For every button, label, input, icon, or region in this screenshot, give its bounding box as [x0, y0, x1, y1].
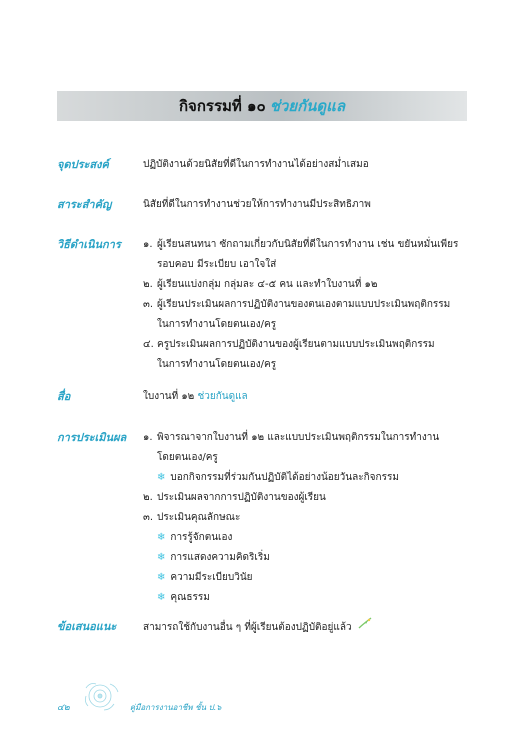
page-number: ๔๒ [57, 703, 70, 713]
media-label: สื่อ [57, 390, 71, 403]
media-highlight: ช่วยกันดูแล [197, 391, 248, 402]
snowflake-icon: ❄ [157, 472, 166, 483]
page-header [57, 91, 467, 121]
essence-text: นิสัยที่ดีในการทำงานช่วยให้การทำงานมีประสิทธิภาพ [143, 199, 371, 210]
snowflake-icon: ❄ [157, 552, 166, 563]
evaluation-item: ๓. ประเมินคุณลักษณะ [143, 512, 241, 523]
footer-text: คู่มือการงานอาชีพ ชั้น ป.๖ [129, 702, 222, 712]
trait-item: ❄ คุณธรรม [157, 592, 210, 603]
suggestion-label: ข้อเสนอแนะ [57, 620, 117, 633]
procedure-item: ๑. ผู้เรียนสนทนา ซักถามเกี่ยวกับนิสัยที่ดีในการทำงาน เช่น ขยันหมั่นเพียร [143, 239, 459, 250]
procedure-item-cont: ในการทำงานโดยตนเอง/ครู [157, 359, 277, 370]
objective-text: ปฏิบัติงานด้วยนิสัยที่ดีในการทำงานได้อย่างสม่ำเสมอ [143, 159, 369, 170]
trait-item: ❄ การรู้จักตนเอง [157, 532, 233, 543]
procedure-item-cont: รอบคอบ มีระเบียบ เอาใจใส่ [157, 259, 277, 270]
activity-title: กิจกรรมที่ ๑๐ [178, 97, 266, 115]
procedure-item: ๔. ครูประเมินผลการปฏิบัติงานของผู้เรียนตามแบบประเมินพฤติกรรม [143, 339, 435, 350]
evaluation-bullet: ❄ บอกกิจกรรมที่ร่วมกันปฏิบัติได้อย่างน้อยวันละกิจกรรม [157, 472, 399, 483]
leaf-icon [358, 617, 372, 637]
evaluation-label: การประเมินผล [57, 431, 127, 444]
page-footer [57, 697, 221, 717]
evaluation-item: ๒. ประเมินผลจากการปฏิบัติงานของผู้เรียน [143, 492, 326, 503]
trait-item: ❄ ความมีระเบียบวินัย [157, 572, 253, 583]
activity-subtitle: ช่วยกันดูแล [269, 97, 346, 115]
procedure-item: ๓. ผู้เรียนประเมินผลการปฏิบัติงานของตนเองตามแบบประเมินพฤติกรรม [143, 299, 451, 310]
trait-item: ❄ การแสดงความคิดริเริ่ม [157, 552, 270, 563]
snowflake-icon: ❄ [157, 532, 166, 543]
evaluation-list [143, 428, 473, 608]
objective-label: จุดประสงค์ [57, 158, 109, 171]
evaluation-item-cont: โดยตนเอง/ครู [157, 452, 218, 463]
procedure-item-cont: ในการทำงานโดยตนเอง/ครู [157, 319, 277, 330]
procedure-item: ๒. ผู้เรียนแบ่งกลุ่ม กลุ่มละ ๔-๕ คน และทำใบงานที่ ๑๒ [143, 279, 378, 290]
media-text: ใบงานที่ ๑๒ ช่วยกันดูแล [143, 391, 248, 402]
procedure-label: วิธีดำเนินการ [57, 238, 121, 251]
procedure-list [143, 235, 473, 375]
snowflake-icon: ❄ [157, 592, 166, 603]
snowflake-icon: ❄ [157, 572, 166, 583]
suggestion-text: สามารถใช้กับงานอื่น ๆ ที่ผู้เรียนต้องปฏิบัติอยู่แล้ว [143, 617, 473, 638]
evaluation-item: ๑. พิจารณาจากใบงานที่ ๑๒ และแบบประเมินพฤติกรรมในการทำงาน [143, 432, 440, 443]
essence-label: สาระสำคัญ [57, 198, 112, 211]
